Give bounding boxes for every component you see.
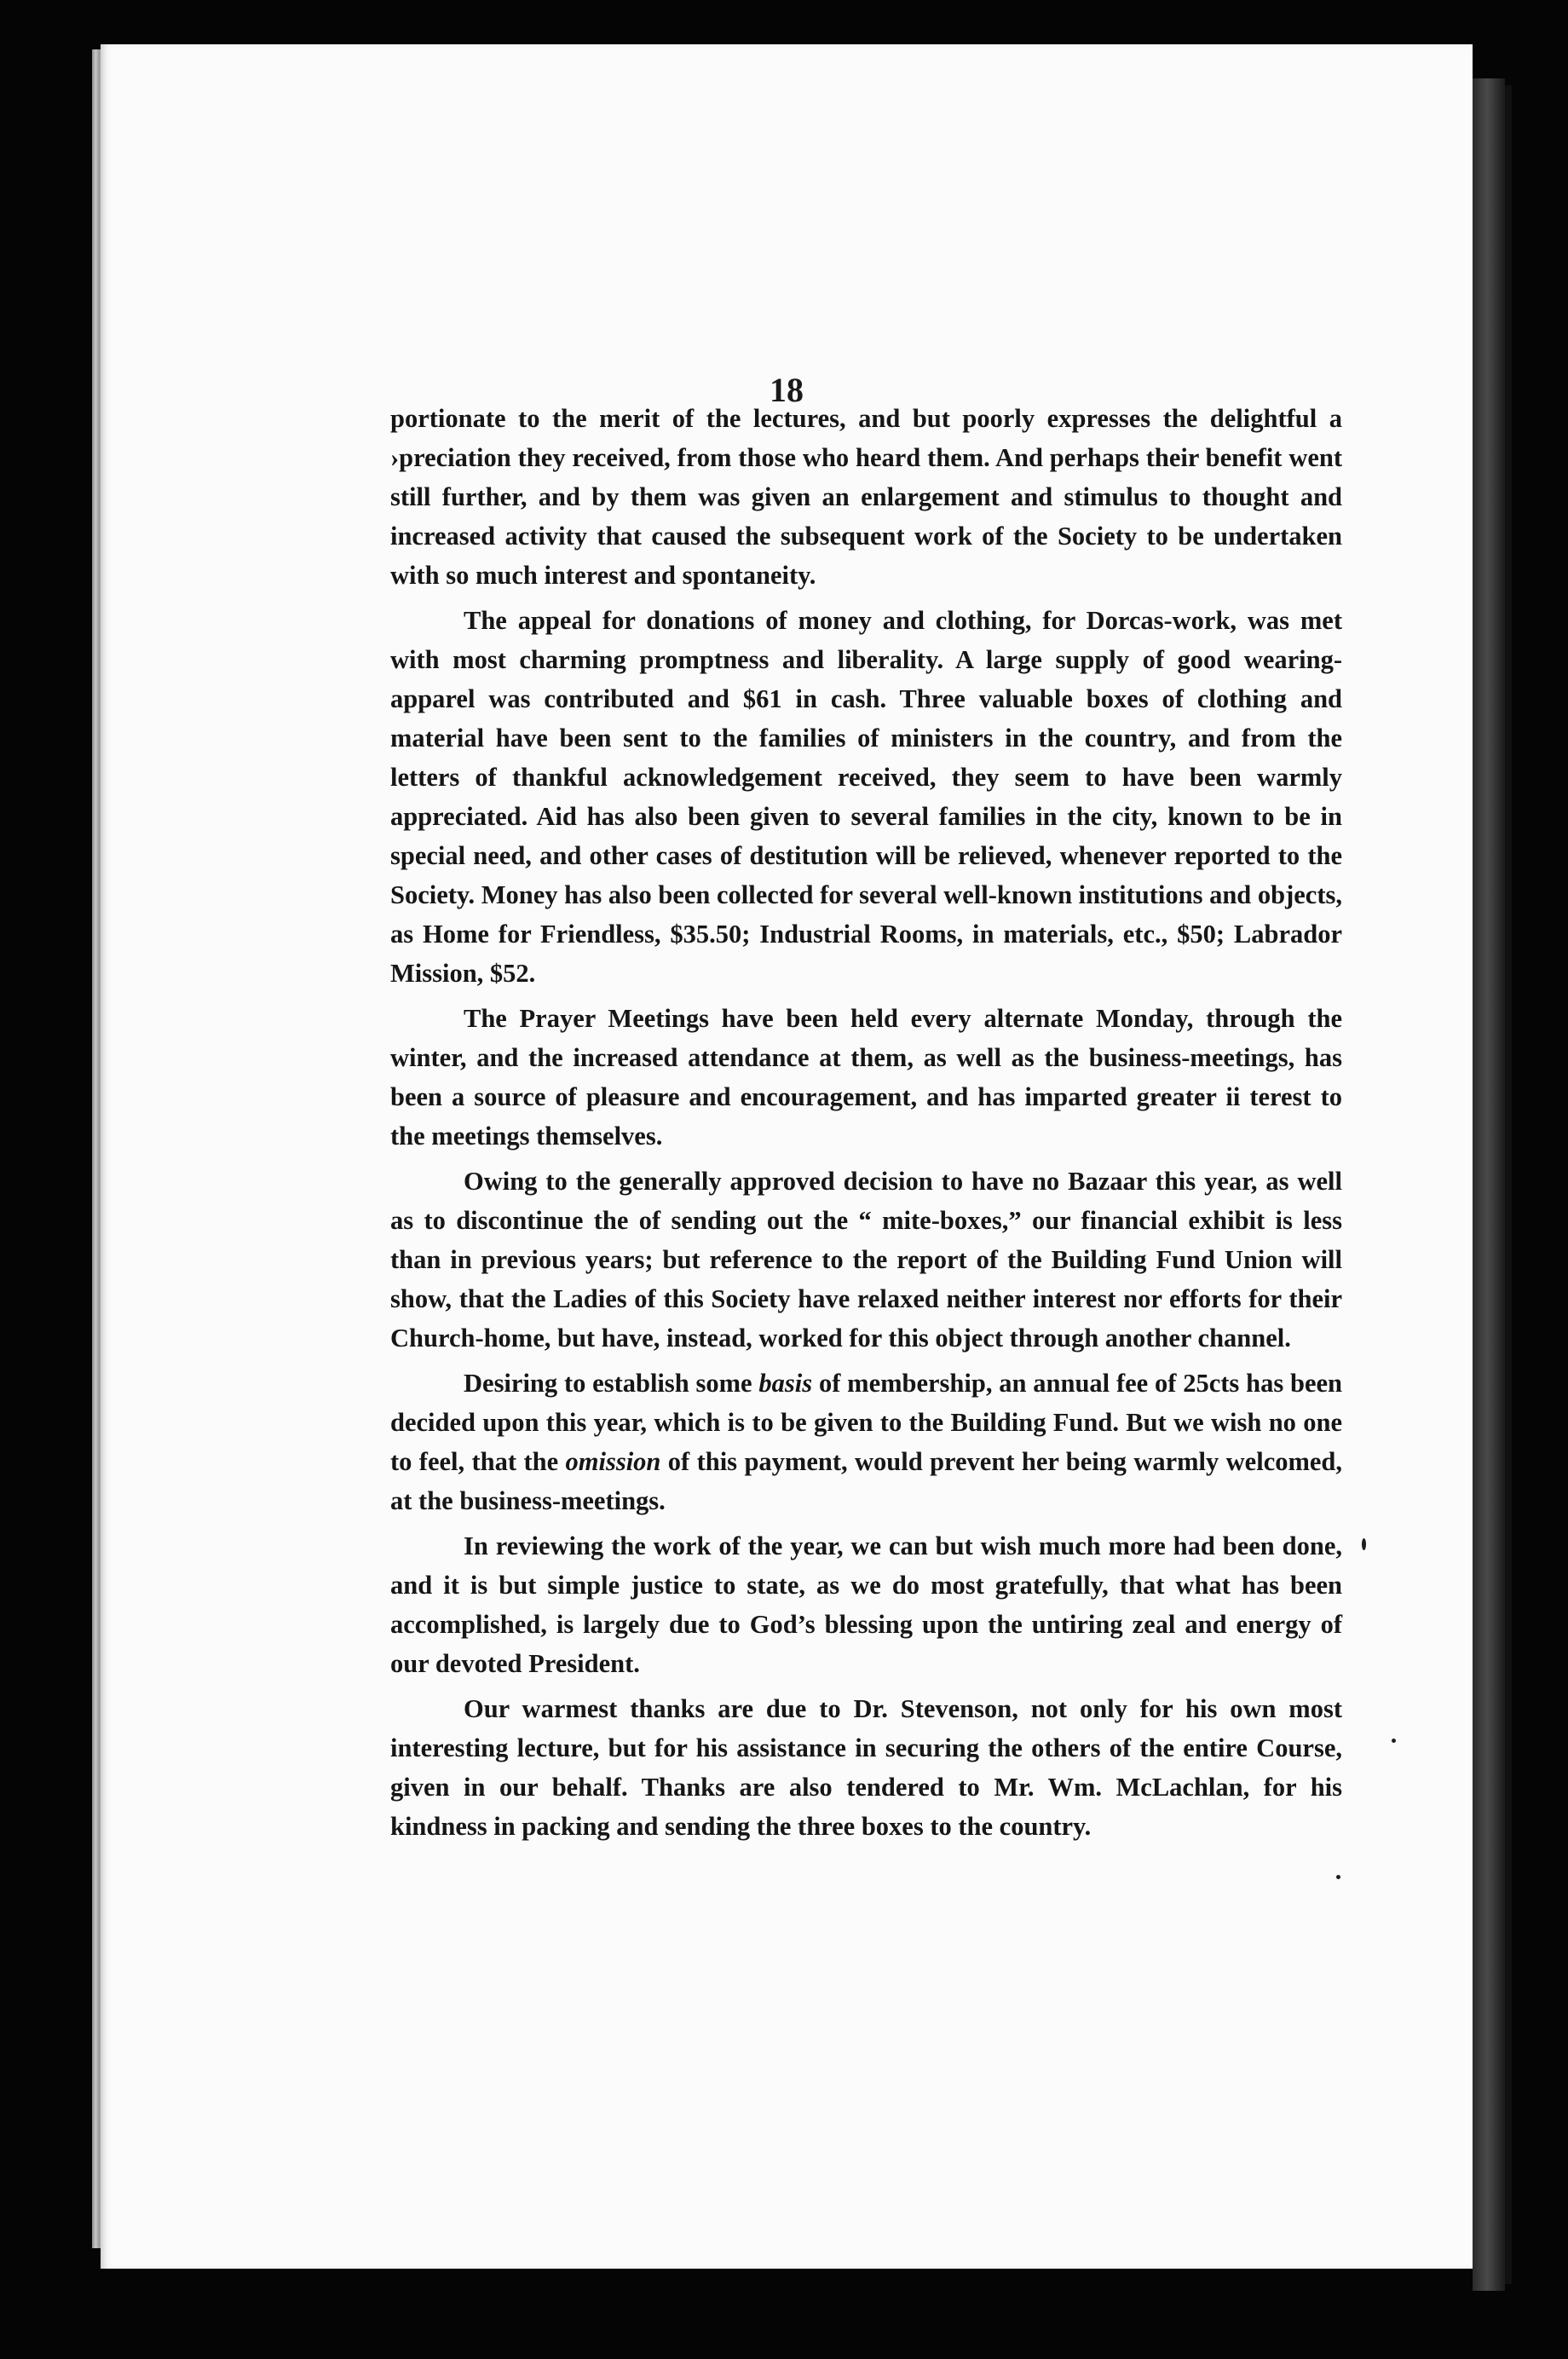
paragraph-prayer-meetings: The Prayer Meetings have been held every alternate Monday, through the winter, and the increased attendance at them, as well as the business-meetings, has been a source of pleasure and encouragement, and has imparted greater ii terest to the meetings themselves. xyxy=(390,1004,1342,1151)
binding-edge-right xyxy=(1505,85,1512,2284)
membership-emphasis-omission: omission xyxy=(565,1447,661,1476)
membership-emphasis-basis: basis xyxy=(758,1369,813,1398)
scan-speck xyxy=(1362,1538,1366,1550)
scan-speck xyxy=(1392,1739,1396,1743)
membership-text-1: Desiring to establish some xyxy=(464,1369,759,1398)
scan-speck xyxy=(1336,1875,1340,1879)
paragraph-bazaar: Owing to the generally approved decision to have no Bazaar this year, as well as to discontinue the of sending out the “ mite-boxes,” our financial exhibit is less than in previous years; but reference to the report of the Building Fund Union will show, that the Ladies of this Society have relaxed neither interest nor efforts for their Church-home, but have, instead, worked for this object through another channel. xyxy=(390,1167,1342,1353)
paragraph-thanks: Our warmest thanks are due to Dr. Stevenson, not only for his own most interesting lecture, but for his assistance in securing the others of the entire Course, given in our behalf. Thanks are also tendered to Mr. Wm. McLachlan, for his kindness in packing and sending the three boxes to the country. xyxy=(390,1694,1342,1841)
paragraph-continued: portionate to the merit of the lectures, and but poorly expresses the delightful a ›preciation they received, from those who heard them. And perhaps their benefit went still further, and by them was given an enlargement and stimulus to thought and increased activity that caused the subsequent work of the Society to be undertaken with so much interest and spontaneity. xyxy=(390,404,1342,590)
page-number: 18 xyxy=(770,371,804,409)
paragraph-reviewing-work: In reviewing the work of the year, we can but wish much more had been done, and it is but simple justice to state, as we do most gratefully, that what has been accomplished, is largely due to God’s blessing upon the untiring zeal and energy of our devoted President. xyxy=(390,1531,1342,1678)
membership-text-3: of this payment, would prevent her being warmly welcomed, at the business-meetings. xyxy=(390,1447,1343,1515)
binding-shadow-right xyxy=(1473,78,1505,2291)
paragraph-membership xyxy=(390,1364,1342,1520)
body-text xyxy=(390,399,1342,1852)
membership-text-2: of membership, an annual fee of 25cts has been decided upon this year, which is to be given to the Building Fund. But we wish no one to feel, that the xyxy=(390,1369,1342,1476)
paragraph-dorcas-appeal: The appeal for donations of money and clothing, for Dorcas-work, was met with most charming promptness and liberality. A large supply of good wearing-apparel was contributed and $61 in cash. Three valuable boxes of clothing and material have been sent to the families of ministers in the country, and from the letters of thankful acknowledgement received, they seem to have been warmly appreciated. Aid has also been given to several families in the city, known to be in special need, and other cases of destitution will be relieved, whenever reported to the Society. Money has also been collected for several well-known institutions and objects, as Home for Friendless, $35.50; Industrial Rooms, in materials, etc., $50; Labrador Mission, $52. xyxy=(390,606,1342,988)
